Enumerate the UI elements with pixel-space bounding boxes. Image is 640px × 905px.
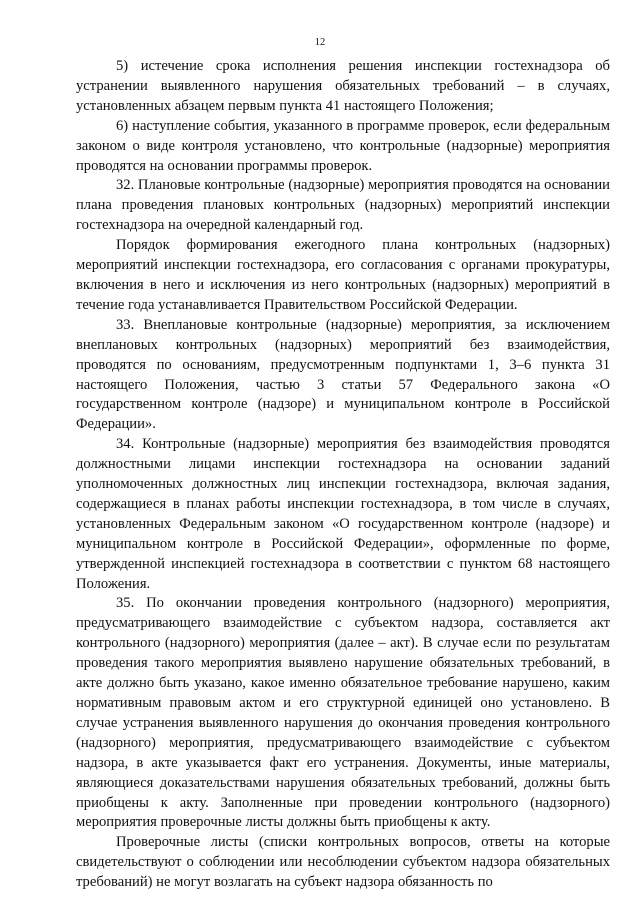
paragraph-section-34: 34. Контрольные (надзорные) мероприятия без взаимодействия проводятся должностными лицами инспекции гостехнадзора на основании заданий уполномоченных должностных лиц инспекции гостехнадзора, включая задания, содержащиеся в планах работы инспекции гостехнадзора, в том числе в случаях, установленных Федеральным законом «О государственном контроле (надзоре) и муниципальном контроле в Российской Федерации», оформленные по форме, утвержденной инспекцией гостехнадзора в соответствии с пунктом 68 настоящего Положения. xyxy=(76,436,610,592)
paragraph-checklists: Проверочные листы (списки контрольных вопросов, ответы на которые свидетельствуют о соблюдении или несоблюдении субъектом надзора обязательных требований) не могут возлагать на субъект надзора обязанность по xyxy=(76,834,610,891)
paragraph-section-33: 33. Внеплановые контрольные (надзорные) мероприятия, за исключением внеплановых контрольных (надзорных) мероприятий без взаимодействия, проводятся по основаниям, предусмотренным подпунктами 1, 3–6 пункта 31 настоящего Положения, частью 3 статьи 57 Федерального закона «О государственном контроле (надзоре) и муниципальном контроле в Российской Федерации». xyxy=(76,316,610,433)
paragraph-section-32: 32. Плановые контрольные (надзорные) мероприятия проводятся на основании плана проведения плановых контрольных (надзорных) мероприятий инспекции гостехнадзора на очередной календарный год. xyxy=(76,177,610,234)
paragraph-item-6: 6) наступление события, указанного в программе проверок, если федеральным законом о виде контроля установлено, что контрольные (надзорные) мероприятия проводятся на основании программы проверок. xyxy=(76,117,610,174)
page-number: 12 xyxy=(314,37,326,48)
paragraph-section-35: 35. По окончании проведения контрольного (надзорного) мероприятия, предусматривающего взаимодействие с субъектом надзора, составляется акт контрольного (надзорного) мероприятия (далее – акт). В случае если по результатам проведения такого мероприятия выявлено нарушение обязательных требований, в акте должно быть указано, какое именно обязательное требование нарушено, каким нормативным правовым актом и его структурной единицей оно установлено. В случае устранения выявленного нарушения до окончания проведения контрольного (надзорного) мероприятия, предусматривающего взаимодействие с субъектом надзора, в акте указывается факт его устранения. Документы, иные материалы, являющиеся доказательствами нарушения обязательных требований, должны быть приобщены к акту. Заполненные при проведении контрольного (надзорного) мероприятия проверочные листы должны быть приобщены к акту. xyxy=(76,595,610,831)
document-body xyxy=(76,57,610,893)
paragraph-plan-procedure: Порядок формирования ежегодного плана контрольных (надзорных) мероприятий инспекции гостехнадзора, его согласования с органами прокуратуры, включения в него и исключения из него контрольных (надзорных) мероприятий в течение года устанавливается Правительством Российской Федерации. xyxy=(76,237,610,313)
paragraph-item-5: 5) истечение срока исполнения решения инспекции гостехнадзора об устранении выявленного нарушения обязательных требований – в случаях, установленных абзацем первым пункта 41 настоящего Положения; xyxy=(76,58,610,114)
